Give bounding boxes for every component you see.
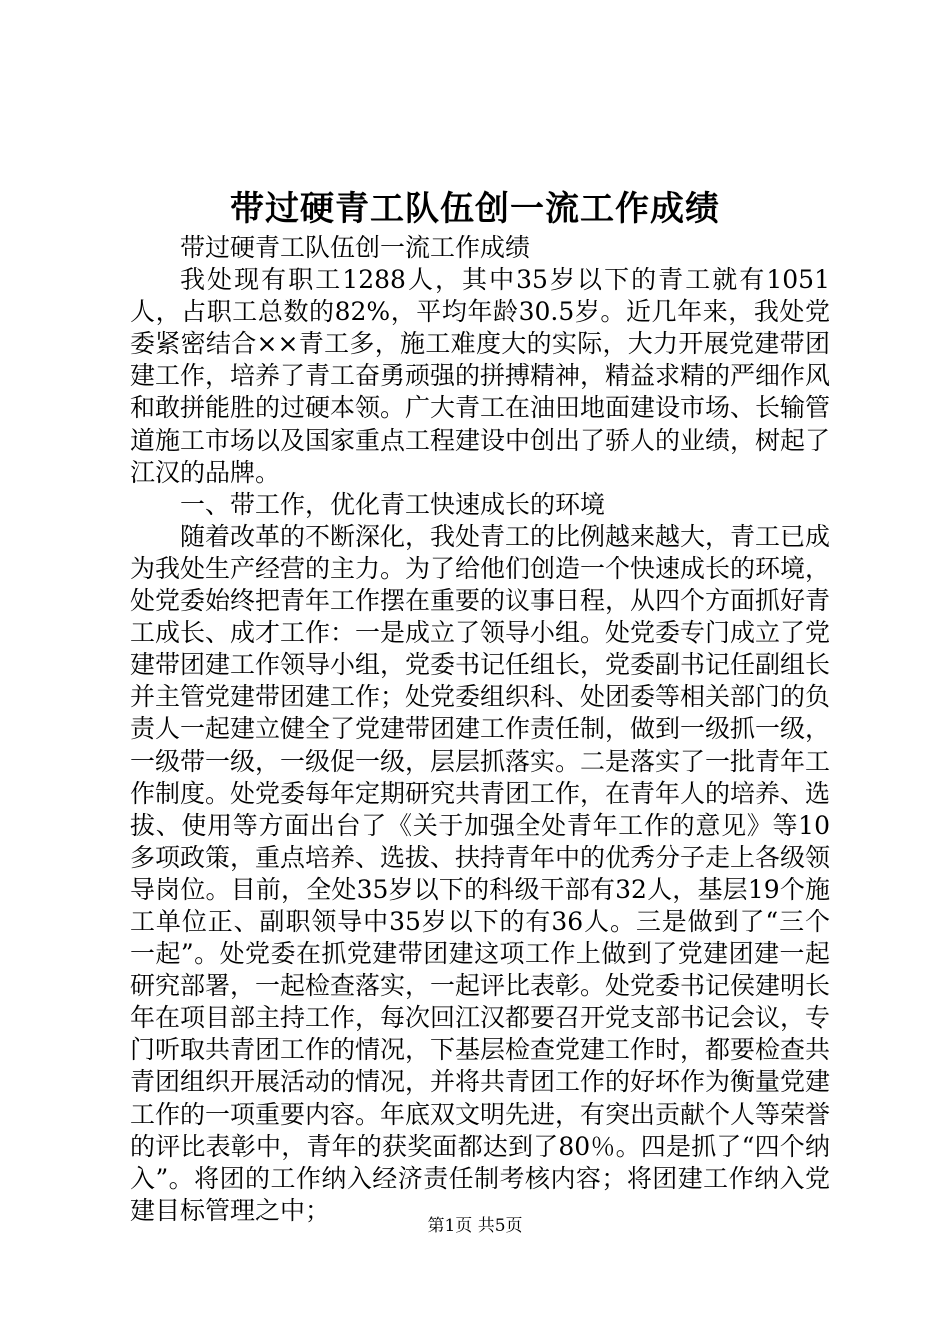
paragraph-subtitle: 带过硬青工队伍创一流工作成绩 [180,233,531,262]
document-title: 带过硬青工队伍创一流工作成绩 [230,189,720,229]
section-heading: 一、带工作，优化青工快速成长的环境 [180,489,606,519]
paragraph-intro: 我处现有职工1288人，其中35岁以下的青工就有1051人，占职工总数的82%，平均年龄30.5岁。近几年来，我处党委紧密结合××青工多，施工难度大的实际，大力开展党建带团建工作，培养了青工奋勇顽强的拼搏精神，精益求精的严细作风和敢拼能胜的过硬本领。广大青工在油田地面建设市场、长输管道施工市场以及国家重点工程建设中创出了骄人的业绩，树起了江汉的品牌。 [130,265,831,487]
page-footer: 第1页 共5页 [427,1216,523,1236]
paragraph-section-one: 随着改革的不断深化，我处青工的比例越来越大，青工已成为我处生产经营的主力。为了给他们创造一个快速成长的环境，处党委始终把青年工作摆在重要的议事日程，从四个方面抓好青工成长、成才工作：一是成立了领导小组。处党委专门成立了党建带团建工作领导小组，党委书记任组长，党委副书记任副组长并主管党建带团建工作；处党委组织科、处团委等相关部门的负责人一起建立健全了党建带团建工作责任制，做到一级抓一级，一级带一级，一级促一级，层层抓落实。二是落实了一批青年工作制度。处党委每年定期研究共青团工作，在青年人的培养、选拔、使用等方面出台了《关于加强全处青年工作的意见》等10多项政策，重点培养、选拔、扶持青年中的优秀分子走上各级领导岗位。目前，全处35岁以下的科级干部有32人，基层19个施工单位正、副职领导中35岁以下的有36人。三是做到了“三个一起”。处党委在抓党建带团建这项工作上做到了党建团建一起研究部署，一起检查落实，一起评比表彰。处党委书记侯建明长年在项目部主持工作，每次回江汉都要召开党支部书记会议，专门听取共青团工作的情况，下基层检查党建工作时，都要检查共青团组织开展活动的情况，并将共青团工作的好坏作为衡量党建工作的一项重要内容。年底双文明先进，有突出贡献个人等荣誉的评比表彰中，青年的获奖面都达到了80％。四是抓了“四个纳入”。将团的工作纳入经济责任制考核内容；将团建工作纳入党建目标管理之中； [130,521,831,1225]
document-body [130,232,830,1227]
